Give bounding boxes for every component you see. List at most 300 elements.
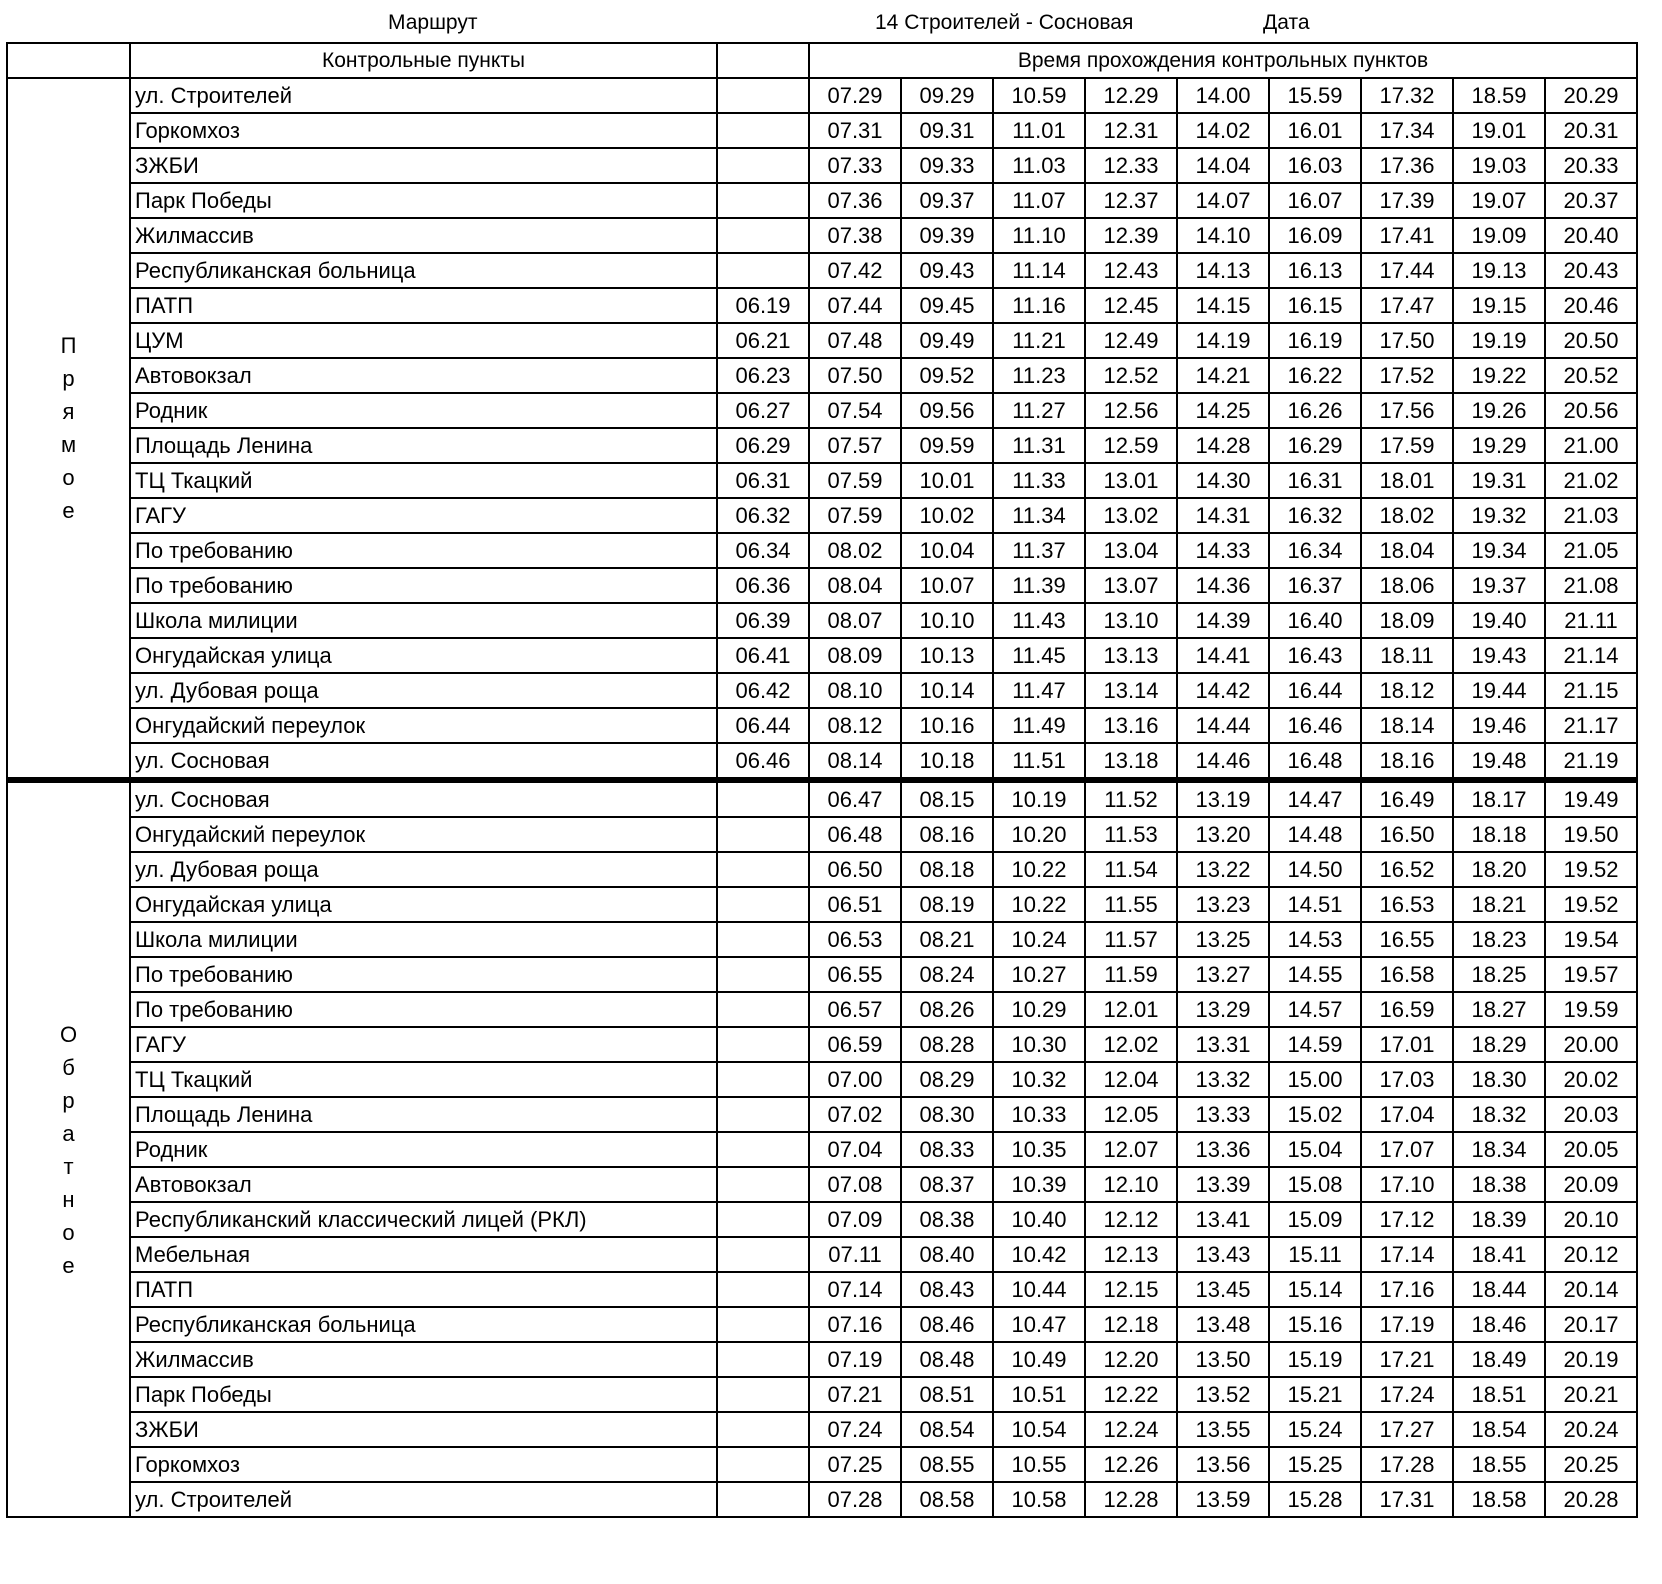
schedule-table bbox=[6, 42, 1638, 1518]
time-cell: 07.36 bbox=[809, 183, 901, 218]
time-cell: 18.06 bbox=[1361, 568, 1453, 603]
stop-name: Автовокзал bbox=[130, 1167, 717, 1202]
time-cell: 12.12 bbox=[1085, 1202, 1177, 1237]
time-cell: 11.54 bbox=[1085, 852, 1177, 887]
time-cell: 18.20 bbox=[1453, 852, 1545, 887]
time-cell: 16.31 bbox=[1269, 463, 1361, 498]
time-cell: 19.44 bbox=[1453, 673, 1545, 708]
time-cell: 10.07 bbox=[901, 568, 993, 603]
time-cell: 07.42 bbox=[809, 253, 901, 288]
time-cell: 17.28 bbox=[1361, 1447, 1453, 1482]
time-cell: 12.59 bbox=[1085, 428, 1177, 463]
time-cell: 11.51 bbox=[993, 743, 1085, 780]
time-cell: 20.09 bbox=[1545, 1167, 1637, 1202]
table-row bbox=[7, 1202, 1637, 1237]
first-departure-cell: 06.41 bbox=[717, 638, 809, 673]
time-cell: 20.33 bbox=[1545, 148, 1637, 183]
time-cell: 21.02 bbox=[1545, 463, 1637, 498]
time-cell: 14.28 bbox=[1177, 428, 1269, 463]
time-cell: 11.10 bbox=[993, 218, 1085, 253]
schedule-body bbox=[7, 78, 1637, 1517]
first-departure-cell bbox=[717, 957, 809, 992]
first-departure-cell: 06.21 bbox=[717, 323, 809, 358]
time-cell: 08.29 bbox=[901, 1062, 993, 1097]
direction-label: П р я м о е bbox=[7, 78, 130, 780]
table-row bbox=[7, 1342, 1637, 1377]
time-cell: 17.50 bbox=[1361, 323, 1453, 358]
time-cell: 19.15 bbox=[1453, 288, 1545, 323]
time-cell: 18.38 bbox=[1453, 1167, 1545, 1202]
time-cell: 16.59 bbox=[1361, 992, 1453, 1027]
time-cell: 16.03 bbox=[1269, 148, 1361, 183]
time-cell: 19.07 bbox=[1453, 183, 1545, 218]
time-cell: 10.24 bbox=[993, 922, 1085, 957]
time-cell: 20.12 bbox=[1545, 1237, 1637, 1272]
time-cell: 18.59 bbox=[1453, 78, 1545, 113]
time-cell: 12.29 bbox=[1085, 78, 1177, 113]
time-cell: 20.50 bbox=[1545, 323, 1637, 358]
time-cell: 10.10 bbox=[901, 603, 993, 638]
time-cell: 18.14 bbox=[1361, 708, 1453, 743]
time-cell: 08.12 bbox=[809, 708, 901, 743]
time-cell: 17.19 bbox=[1361, 1307, 1453, 1342]
time-cell: 07.57 bbox=[809, 428, 901, 463]
time-cell: 07.14 bbox=[809, 1272, 901, 1307]
time-cell: 12.07 bbox=[1085, 1132, 1177, 1167]
time-cell: 16.44 bbox=[1269, 673, 1361, 708]
time-cell: 07.48 bbox=[809, 323, 901, 358]
time-cell: 20.19 bbox=[1545, 1342, 1637, 1377]
time-cell: 12.56 bbox=[1085, 393, 1177, 428]
table-row bbox=[7, 288, 1637, 323]
time-cell: 17.59 bbox=[1361, 428, 1453, 463]
time-cell: 12.02 bbox=[1085, 1027, 1177, 1062]
header-row bbox=[7, 43, 1637, 78]
time-cell: 06.53 bbox=[809, 922, 901, 957]
time-cell: 08.24 bbox=[901, 957, 993, 992]
table-row bbox=[7, 887, 1637, 922]
time-cell: 17.41 bbox=[1361, 218, 1453, 253]
time-cell: 16.58 bbox=[1361, 957, 1453, 992]
time-cell: 08.19 bbox=[901, 887, 993, 922]
first-departure-cell bbox=[717, 1342, 809, 1377]
first-departure-cell bbox=[717, 1202, 809, 1237]
time-cell: 08.26 bbox=[901, 992, 993, 1027]
time-cell: 13.52 bbox=[1177, 1377, 1269, 1412]
time-cell: 10.40 bbox=[993, 1202, 1085, 1237]
time-cell: 08.09 bbox=[809, 638, 901, 673]
table-row bbox=[7, 253, 1637, 288]
direction-label: О б р а т н о е bbox=[7, 780, 130, 1517]
stop-name: ул. Сосновая bbox=[130, 780, 717, 817]
time-cell: 06.47 bbox=[809, 780, 901, 817]
time-cell: 19.31 bbox=[1453, 463, 1545, 498]
time-cell: 10.14 bbox=[901, 673, 993, 708]
checkpoints-header: Контрольные пункты bbox=[130, 43, 717, 78]
stop-name: Родник bbox=[130, 393, 717, 428]
time-cell: 08.37 bbox=[901, 1167, 993, 1202]
time-cell: 16.19 bbox=[1269, 323, 1361, 358]
time-cell: 08.18 bbox=[901, 852, 993, 887]
time-cell: 18.51 bbox=[1453, 1377, 1545, 1412]
stop-name: ГАГУ bbox=[130, 1027, 717, 1062]
time-cell: 21.11 bbox=[1545, 603, 1637, 638]
time-cell: 14.55 bbox=[1269, 957, 1361, 992]
table-row bbox=[7, 568, 1637, 603]
time-cell: 12.52 bbox=[1085, 358, 1177, 393]
table-row bbox=[7, 463, 1637, 498]
time-cell: 18.21 bbox=[1453, 887, 1545, 922]
time-cell: 12.01 bbox=[1085, 992, 1177, 1027]
table-row bbox=[7, 708, 1637, 743]
time-cell: 08.14 bbox=[809, 743, 901, 780]
time-cell: 13.13 bbox=[1085, 638, 1177, 673]
time-cell: 07.29 bbox=[809, 78, 901, 113]
time-cell: 11.16 bbox=[993, 288, 1085, 323]
time-cell: 20.14 bbox=[1545, 1272, 1637, 1307]
time-cell: 06.48 bbox=[809, 817, 901, 852]
first-departure-cell bbox=[717, 1307, 809, 1342]
time-cell: 14.53 bbox=[1269, 922, 1361, 957]
times-header: Время прохождения контрольных пунктов bbox=[809, 43, 1637, 78]
table-row bbox=[7, 393, 1637, 428]
time-cell: 16.37 bbox=[1269, 568, 1361, 603]
time-cell: 18.17 bbox=[1453, 780, 1545, 817]
time-cell: 11.49 bbox=[993, 708, 1085, 743]
time-cell: 07.11 bbox=[809, 1237, 901, 1272]
time-cell: 15.24 bbox=[1269, 1412, 1361, 1447]
time-cell: 07.33 bbox=[809, 148, 901, 183]
table-row bbox=[7, 1167, 1637, 1202]
time-cell: 13.14 bbox=[1085, 673, 1177, 708]
time-cell: 18.49 bbox=[1453, 1342, 1545, 1377]
extra-header bbox=[717, 43, 809, 78]
first-departure-cell bbox=[717, 148, 809, 183]
time-cell: 10.19 bbox=[993, 780, 1085, 817]
stop-name: Онгудайская улица bbox=[130, 638, 717, 673]
time-cell: 11.34 bbox=[993, 498, 1085, 533]
time-cell: 17.31 bbox=[1361, 1482, 1453, 1517]
time-cell: 20.02 bbox=[1545, 1062, 1637, 1097]
time-cell: 14.36 bbox=[1177, 568, 1269, 603]
time-cell: 17.36 bbox=[1361, 148, 1453, 183]
time-cell: 21.19 bbox=[1545, 743, 1637, 780]
time-cell: 08.28 bbox=[901, 1027, 993, 1062]
time-cell: 13.07 bbox=[1085, 568, 1177, 603]
time-cell: 13.32 bbox=[1177, 1062, 1269, 1097]
time-cell: 21.05 bbox=[1545, 533, 1637, 568]
time-cell: 13.29 bbox=[1177, 992, 1269, 1027]
time-cell: 19.50 bbox=[1545, 817, 1637, 852]
time-cell: 07.59 bbox=[809, 463, 901, 498]
time-cell: 16.09 bbox=[1269, 218, 1361, 253]
time-cell: 09.56 bbox=[901, 393, 993, 428]
stop-name: Автовокзал bbox=[130, 358, 717, 393]
first-departure-cell bbox=[717, 1482, 809, 1517]
stop-name: Школа милиции bbox=[130, 603, 717, 638]
time-cell: 15.04 bbox=[1269, 1132, 1361, 1167]
time-cell: 13.19 bbox=[1177, 780, 1269, 817]
stop-name: Онгудайский переулок bbox=[130, 817, 717, 852]
time-cell: 09.45 bbox=[901, 288, 993, 323]
stop-name: Школа милиции bbox=[130, 922, 717, 957]
time-cell: 12.13 bbox=[1085, 1237, 1177, 1272]
time-cell: 17.44 bbox=[1361, 253, 1453, 288]
time-cell: 11.57 bbox=[1085, 922, 1177, 957]
time-cell: 18.16 bbox=[1361, 743, 1453, 780]
first-departure-cell: 06.19 bbox=[717, 288, 809, 323]
time-cell: 10.47 bbox=[993, 1307, 1085, 1342]
time-cell: 17.34 bbox=[1361, 113, 1453, 148]
time-cell: 17.03 bbox=[1361, 1062, 1453, 1097]
first-departure-cell bbox=[717, 1097, 809, 1132]
first-departure-cell bbox=[717, 1167, 809, 1202]
time-cell: 10.58 bbox=[993, 1482, 1085, 1517]
time-cell: 17.14 bbox=[1361, 1237, 1453, 1272]
time-cell: 14.42 bbox=[1177, 673, 1269, 708]
time-cell: 18.29 bbox=[1453, 1027, 1545, 1062]
time-cell: 13.10 bbox=[1085, 603, 1177, 638]
first-departure-cell bbox=[717, 183, 809, 218]
time-cell: 08.07 bbox=[809, 603, 901, 638]
route-name: 14 Строителей - Сосновая bbox=[875, 11, 1134, 34]
time-cell: 07.54 bbox=[809, 393, 901, 428]
time-cell: 17.39 bbox=[1361, 183, 1453, 218]
stop-name: ЦУМ bbox=[130, 323, 717, 358]
time-cell: 12.20 bbox=[1085, 1342, 1177, 1377]
time-cell: 18.01 bbox=[1361, 463, 1453, 498]
time-cell: 10.33 bbox=[993, 1097, 1085, 1132]
time-cell: 08.30 bbox=[901, 1097, 993, 1132]
time-cell: 08.54 bbox=[901, 1412, 993, 1447]
stop-name: Республиканская больница bbox=[130, 1307, 717, 1342]
stop-name: ЗЖБИ bbox=[130, 148, 717, 183]
time-cell: 16.40 bbox=[1269, 603, 1361, 638]
time-cell: 17.16 bbox=[1361, 1272, 1453, 1307]
time-cell: 16.01 bbox=[1269, 113, 1361, 148]
table-row bbox=[7, 323, 1637, 358]
time-cell: 19.13 bbox=[1453, 253, 1545, 288]
stop-name: Площадь Ленина bbox=[130, 1097, 717, 1132]
time-cell: 15.59 bbox=[1269, 78, 1361, 113]
time-cell: 17.12 bbox=[1361, 1202, 1453, 1237]
stop-name: ул. Строителей bbox=[130, 78, 717, 113]
table-row bbox=[7, 1307, 1637, 1342]
time-cell: 21.00 bbox=[1545, 428, 1637, 463]
time-cell: 14.50 bbox=[1269, 852, 1361, 887]
time-cell: 12.45 bbox=[1085, 288, 1177, 323]
time-cell: 07.21 bbox=[809, 1377, 901, 1412]
table-row bbox=[7, 922, 1637, 957]
time-cell: 08.46 bbox=[901, 1307, 993, 1342]
time-cell: 20.52 bbox=[1545, 358, 1637, 393]
time-cell: 17.10 bbox=[1361, 1167, 1453, 1202]
time-cell: 20.03 bbox=[1545, 1097, 1637, 1132]
time-cell: 13.48 bbox=[1177, 1307, 1269, 1342]
time-cell: 07.00 bbox=[809, 1062, 901, 1097]
stop-name: ул. Дубовая роща bbox=[130, 852, 717, 887]
stop-name: Республиканский классический лицей (РКЛ) bbox=[130, 1202, 717, 1237]
table-row bbox=[7, 498, 1637, 533]
time-cell: 17.21 bbox=[1361, 1342, 1453, 1377]
time-cell: 11.52 bbox=[1085, 780, 1177, 817]
time-cell: 16.52 bbox=[1361, 852, 1453, 887]
first-departure-cell: 06.44 bbox=[717, 708, 809, 743]
time-cell: 14.15 bbox=[1177, 288, 1269, 323]
first-departure-cell bbox=[717, 780, 809, 817]
time-cell: 19.52 bbox=[1545, 852, 1637, 887]
table-row bbox=[7, 1062, 1637, 1097]
time-cell: 06.50 bbox=[809, 852, 901, 887]
stop-name: Мебельная bbox=[130, 1237, 717, 1272]
time-cell: 18.44 bbox=[1453, 1272, 1545, 1307]
time-cell: 10.16 bbox=[901, 708, 993, 743]
time-cell: 13.56 bbox=[1177, 1447, 1269, 1482]
time-cell: 16.26 bbox=[1269, 393, 1361, 428]
time-cell: 13.20 bbox=[1177, 817, 1269, 852]
time-cell: 19.57 bbox=[1545, 957, 1637, 992]
stop-name: По требованию bbox=[130, 992, 717, 1027]
first-departure-cell bbox=[717, 817, 809, 852]
time-cell: 18.25 bbox=[1453, 957, 1545, 992]
time-cell: 09.39 bbox=[901, 218, 993, 253]
time-cell: 09.49 bbox=[901, 323, 993, 358]
stop-name: Родник bbox=[130, 1132, 717, 1167]
table-row bbox=[7, 1482, 1637, 1517]
time-cell: 19.19 bbox=[1453, 323, 1545, 358]
time-cell: 14.31 bbox=[1177, 498, 1269, 533]
time-cell: 17.01 bbox=[1361, 1027, 1453, 1062]
time-cell: 21.14 bbox=[1545, 638, 1637, 673]
time-cell: 13.43 bbox=[1177, 1237, 1269, 1272]
time-cell: 07.09 bbox=[809, 1202, 901, 1237]
time-cell: 11.27 bbox=[993, 393, 1085, 428]
time-cell: 13.16 bbox=[1085, 708, 1177, 743]
table-row bbox=[7, 1097, 1637, 1132]
time-cell: 10.55 bbox=[993, 1447, 1085, 1482]
time-cell: 15.08 bbox=[1269, 1167, 1361, 1202]
first-departure-cell bbox=[717, 1132, 809, 1167]
time-cell: 13.27 bbox=[1177, 957, 1269, 992]
first-departure-cell: 06.23 bbox=[717, 358, 809, 393]
time-cell: 12.24 bbox=[1085, 1412, 1177, 1447]
time-cell: 14.44 bbox=[1177, 708, 1269, 743]
time-cell: 09.29 bbox=[901, 78, 993, 113]
time-cell: 11.53 bbox=[1085, 817, 1177, 852]
time-cell: 11.43 bbox=[993, 603, 1085, 638]
time-cell: 18.54 bbox=[1453, 1412, 1545, 1447]
stop-name: Жилмассив bbox=[130, 218, 717, 253]
time-cell: 18.04 bbox=[1361, 533, 1453, 568]
first-departure-cell bbox=[717, 1027, 809, 1062]
time-cell: 15.28 bbox=[1269, 1482, 1361, 1517]
time-cell: 10.35 bbox=[993, 1132, 1085, 1167]
first-departure-cell: 06.39 bbox=[717, 603, 809, 638]
time-cell: 09.37 bbox=[901, 183, 993, 218]
time-cell: 16.43 bbox=[1269, 638, 1361, 673]
time-cell: 10.54 bbox=[993, 1412, 1085, 1447]
time-cell: 19.01 bbox=[1453, 113, 1545, 148]
first-departure-cell bbox=[717, 1272, 809, 1307]
time-cell: 07.25 bbox=[809, 1447, 901, 1482]
time-cell: 16.15 bbox=[1269, 288, 1361, 323]
time-cell: 13.31 bbox=[1177, 1027, 1269, 1062]
time-cell: 19.32 bbox=[1453, 498, 1545, 533]
time-cell: 16.53 bbox=[1361, 887, 1453, 922]
time-cell: 08.04 bbox=[809, 568, 901, 603]
time-cell: 07.02 bbox=[809, 1097, 901, 1132]
time-cell: 13.04 bbox=[1085, 533, 1177, 568]
time-cell: 10.01 bbox=[901, 463, 993, 498]
first-departure-cell bbox=[717, 218, 809, 253]
time-cell: 14.30 bbox=[1177, 463, 1269, 498]
time-cell: 10.44 bbox=[993, 1272, 1085, 1307]
first-departure-cell: 06.31 bbox=[717, 463, 809, 498]
table-row bbox=[7, 1412, 1637, 1447]
time-cell: 07.59 bbox=[809, 498, 901, 533]
time-cell: 18.46 bbox=[1453, 1307, 1545, 1342]
time-cell: 10.42 bbox=[993, 1237, 1085, 1272]
table-row bbox=[7, 1377, 1637, 1412]
stop-name: Онгудайский переулок bbox=[130, 708, 717, 743]
time-cell: 10.22 bbox=[993, 887, 1085, 922]
time-cell: 07.08 bbox=[809, 1167, 901, 1202]
time-cell: 11.14 bbox=[993, 253, 1085, 288]
time-cell: 19.26 bbox=[1453, 393, 1545, 428]
time-cell: 12.22 bbox=[1085, 1377, 1177, 1412]
table-row bbox=[7, 1027, 1637, 1062]
table-row bbox=[7, 603, 1637, 638]
first-departure-cell: 06.42 bbox=[717, 673, 809, 708]
time-cell: 12.28 bbox=[1085, 1482, 1177, 1517]
time-cell: 17.04 bbox=[1361, 1097, 1453, 1132]
time-cell: 18.55 bbox=[1453, 1447, 1545, 1482]
table-row bbox=[7, 743, 1637, 780]
first-departure-cell: 06.34 bbox=[717, 533, 809, 568]
time-cell: 10.04 bbox=[901, 533, 993, 568]
table-row bbox=[7, 78, 1637, 113]
time-cell: 08.21 bbox=[901, 922, 993, 957]
time-cell: 13.50 bbox=[1177, 1342, 1269, 1377]
time-cell: 08.16 bbox=[901, 817, 993, 852]
time-cell: 15.00 bbox=[1269, 1062, 1361, 1097]
time-cell: 18.41 bbox=[1453, 1237, 1545, 1272]
time-cell: 11.23 bbox=[993, 358, 1085, 393]
time-cell: 07.31 bbox=[809, 113, 901, 148]
time-cell: 07.44 bbox=[809, 288, 901, 323]
time-cell: 10.02 bbox=[901, 498, 993, 533]
time-cell: 20.05 bbox=[1545, 1132, 1637, 1167]
first-departure-cell bbox=[717, 78, 809, 113]
time-cell: 07.04 bbox=[809, 1132, 901, 1167]
time-cell: 08.43 bbox=[901, 1272, 993, 1307]
time-cell: 10.20 bbox=[993, 817, 1085, 852]
time-cell: 14.21 bbox=[1177, 358, 1269, 393]
time-cell: 20.29 bbox=[1545, 78, 1637, 113]
time-cell: 18.18 bbox=[1453, 817, 1545, 852]
time-cell: 20.17 bbox=[1545, 1307, 1637, 1342]
time-cell: 16.34 bbox=[1269, 533, 1361, 568]
first-departure-cell bbox=[717, 113, 809, 148]
time-cell: 19.34 bbox=[1453, 533, 1545, 568]
time-cell: 09.43 bbox=[901, 253, 993, 288]
time-cell: 19.29 bbox=[1453, 428, 1545, 463]
time-cell: 16.22 bbox=[1269, 358, 1361, 393]
time-cell: 10.32 bbox=[993, 1062, 1085, 1097]
time-cell: 13.18 bbox=[1085, 743, 1177, 780]
time-cell: 20.28 bbox=[1545, 1482, 1637, 1517]
time-cell: 07.24 bbox=[809, 1412, 901, 1447]
